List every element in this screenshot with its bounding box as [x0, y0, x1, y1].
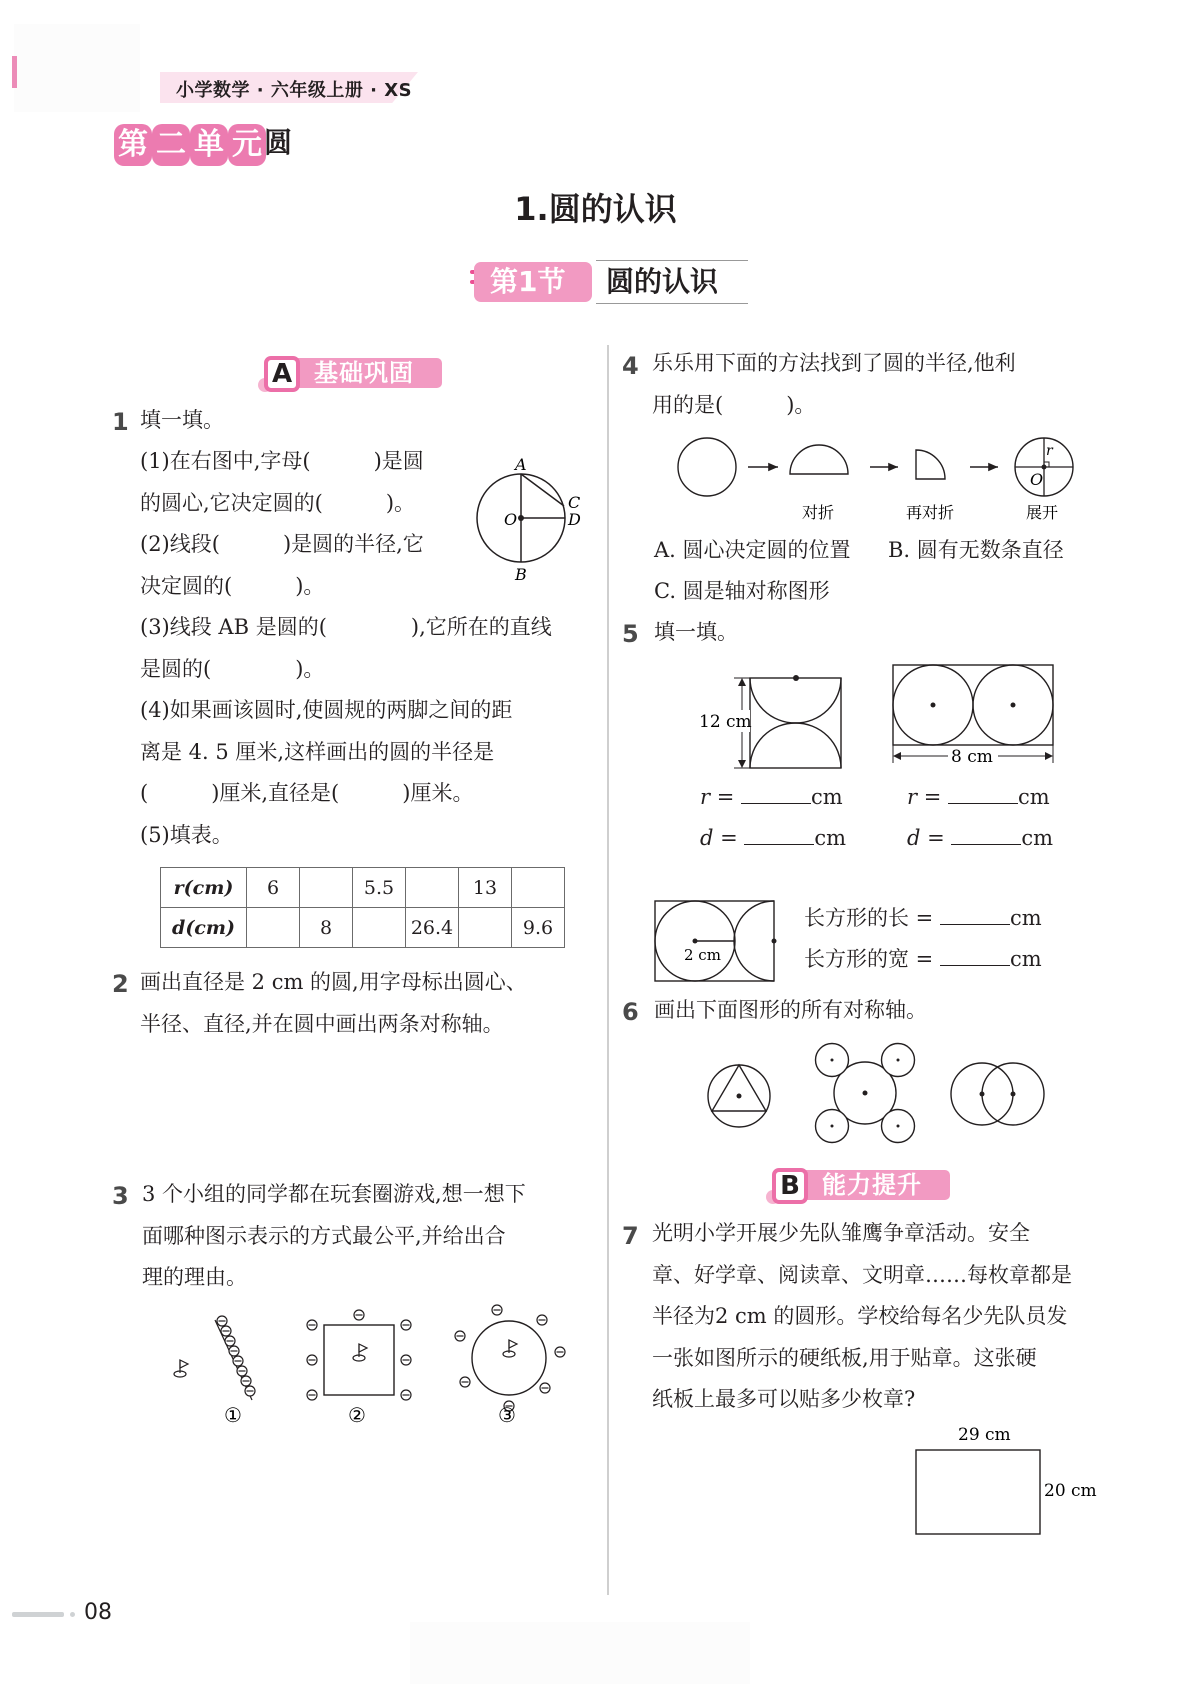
- table-cell[interactable]: [353, 908, 406, 948]
- unit-name: 圆: [264, 126, 293, 159]
- q1-line: 决定圆的( )。: [140, 573, 325, 598]
- q7-cardboard-figure: [900, 1422, 1100, 1540]
- width-label: 29 cm: [958, 1425, 1011, 1445]
- table-cell[interactable]: 6: [247, 868, 300, 908]
- q1-line: 是圆的( )。: [140, 656, 325, 681]
- figure-label: ①: [224, 1403, 242, 1427]
- question-number: 7: [622, 1222, 639, 1250]
- table-cell[interactable]: 8: [300, 908, 353, 948]
- unit-label-char: 二: [152, 124, 190, 166]
- q3-ring-toss-figures: [160, 1300, 580, 1440]
- fig1-diameter-answer[interactable]: d = cm: [700, 826, 847, 850]
- figure-label: ③: [498, 1403, 516, 1427]
- q2-line: 半径、直径,并在圆中画出两条对称轴。: [140, 1011, 504, 1036]
- unit-label-char: 第: [114, 124, 152, 166]
- level-a-label: 基础巩固: [314, 359, 414, 387]
- corner-decoration: [14, 24, 140, 112]
- step-label: 再对折: [906, 503, 955, 522]
- label-r: r: [1046, 443, 1053, 459]
- page-line-decoration: [12, 1612, 64, 1617]
- table-cell[interactable]: [406, 868, 459, 908]
- level-a-badge: [264, 356, 444, 390]
- unit-label-char: 元: [228, 124, 266, 166]
- level-b-letter: B: [772, 1168, 808, 1204]
- q1-line: (4)如果画该圆时,使圆规的两脚之间的距: [140, 698, 513, 722]
- figure-label: ②: [348, 1403, 366, 1427]
- table-cell[interactable]: 9.6: [512, 908, 565, 948]
- q6-symmetry-figures: [700, 1040, 1060, 1150]
- q3-line: 面哪种图示表示的方式最公平,并给出合: [142, 1223, 506, 1248]
- question-number: 5: [622, 620, 639, 648]
- table-cell[interactable]: [247, 908, 300, 948]
- section-name: 圆的认识: [596, 260, 748, 304]
- q1-line: 的圆心,它决定圆的( )。: [140, 490, 416, 515]
- q3-line: 理的理由。: [142, 1265, 247, 1289]
- q7-line: 章、好学章、阅读章、文明章……每枚章都是: [652, 1262, 1072, 1287]
- q4-option-c[interactable]: C. 圆是轴对称图形: [654, 579, 830, 603]
- row-header: d(cm): [161, 908, 247, 948]
- label-c: C: [568, 493, 581, 512]
- q2-line: 画出直径是 2 cm 的圆,用字母标出圆心、: [140, 970, 527, 994]
- mouse-ears-figure: [816, 1044, 915, 1143]
- q4-body: [652, 343, 1016, 426]
- q7-line: 纸板上最多可以贴多少枚章?: [652, 1387, 916, 1411]
- fig2-label: 8 cm: [951, 747, 993, 767]
- radius-diameter-table: [160, 867, 565, 948]
- q1-line: (2)线段( )是圆的半径,它: [140, 532, 424, 556]
- q1-line: (5)填表。: [140, 822, 233, 847]
- overlapping-circles-figure: [951, 1063, 1044, 1125]
- label-b: B: [515, 565, 527, 584]
- fig3-label: 2 cm: [684, 946, 721, 964]
- q7-line: 半径为2 cm 的圆形。学校给每名少先队员发: [652, 1304, 1068, 1328]
- table-row: [161, 868, 565, 908]
- table-cell[interactable]: 13: [459, 868, 512, 908]
- q5-figure-rectangle-circles: [650, 896, 780, 986]
- step-label: 展开: [1026, 503, 1059, 522]
- q2-body: [140, 962, 527, 1045]
- q4-line: 乐乐用下面的方法找到了圆的半径,他利: [652, 351, 1016, 375]
- q5-title: 填一填。: [654, 620, 738, 644]
- q1-line: ( )厘米,直径是( )厘米。: [140, 781, 474, 805]
- table-cell[interactable]: [459, 908, 512, 948]
- q4-folding-figure: [670, 430, 1080, 525]
- fig1-label: 12 cm: [699, 712, 752, 732]
- label-a: A: [515, 455, 527, 474]
- lesson-title: 1.圆的认识: [514, 190, 677, 228]
- question-number: 4: [622, 352, 639, 380]
- level-a-letter: A: [264, 356, 300, 392]
- question-number: 1: [112, 408, 129, 436]
- q1-line: 离是 4. 5 厘米,这样画出的圆的半径是: [140, 739, 495, 764]
- q1-circle-figure: [470, 452, 600, 584]
- table-cell[interactable]: 26.4: [406, 908, 459, 948]
- column-divider: [607, 345, 609, 1595]
- figure-3-circle: [455, 1305, 565, 1427]
- page-dot-decoration: [70, 1612, 75, 1617]
- figure-1-line: [174, 1316, 255, 1427]
- question-number: 6: [622, 998, 639, 1026]
- page-number: 08: [84, 1600, 112, 1625]
- fig1-radius-answer[interactable]: r = cm: [700, 785, 843, 809]
- q7-line: 一张如图所示的硬纸板,用于贴章。这张硬: [652, 1345, 1037, 1370]
- q7-body: [652, 1213, 1072, 1421]
- q3-line: 3 个小组的同学都在玩套圈游戏,想一想下: [142, 1182, 526, 1206]
- q5-figures-top: [690, 660, 1060, 770]
- q3-body: [142, 1174, 526, 1299]
- unit-label-char: 单: [190, 124, 228, 166]
- row-header: r(cm): [161, 868, 247, 908]
- q6-title: 画出下面图形的所有对称轴。: [654, 998, 927, 1022]
- label-o: O: [504, 510, 518, 529]
- q1-line: (3)线段 AB 是圆的( ),它所在的直线: [140, 615, 552, 639]
- question-number: 2: [112, 970, 129, 998]
- circle-triangle-figure: [708, 1065, 770, 1127]
- q1-line: (1)在右图中,字母( )是圆: [140, 449, 424, 473]
- height-label: 20 cm: [1044, 1481, 1097, 1501]
- label-o: O: [1030, 470, 1044, 489]
- table-cell[interactable]: [300, 868, 353, 908]
- q4-option-b[interactable]: B. 圆有无数条直径: [888, 538, 1064, 562]
- bottom-decoration: [410, 1622, 750, 1684]
- level-b-badge: [772, 1168, 952, 1202]
- fig2-radius-answer[interactable]: r = cm: [907, 785, 1050, 809]
- q4-option-a[interactable]: A. 圆心决定圆的位置: [654, 538, 851, 562]
- q1-title: 填一填。: [140, 408, 224, 432]
- q7-line: 光明小学开展少先队雏鹰争章活动。安全: [652, 1221, 1030, 1245]
- rect-width-answer[interactable]: 长方形的宽 = cm: [804, 947, 1042, 971]
- section-badge: 第1节: [474, 262, 592, 302]
- rect-length-answer[interactable]: 长方形的长 = cm: [804, 906, 1042, 930]
- figure-2-square: [307, 1310, 411, 1427]
- fig2-diameter-answer[interactable]: d = cm: [907, 826, 1054, 850]
- label-d: D: [568, 510, 581, 529]
- step-label: 对折: [802, 503, 835, 522]
- table-cell[interactable]: 5.5: [353, 868, 406, 908]
- book-title: 小学数学 · 六年级上册 · XS: [176, 80, 413, 101]
- level-b-label: 能力提升: [822, 1171, 922, 1199]
- q4-line: 用的是( )。: [652, 392, 816, 417]
- table-cell[interactable]: [512, 868, 565, 908]
- table-row: [161, 908, 565, 948]
- question-number: 3: [112, 1182, 129, 1210]
- corner-accent-bar: [12, 56, 17, 88]
